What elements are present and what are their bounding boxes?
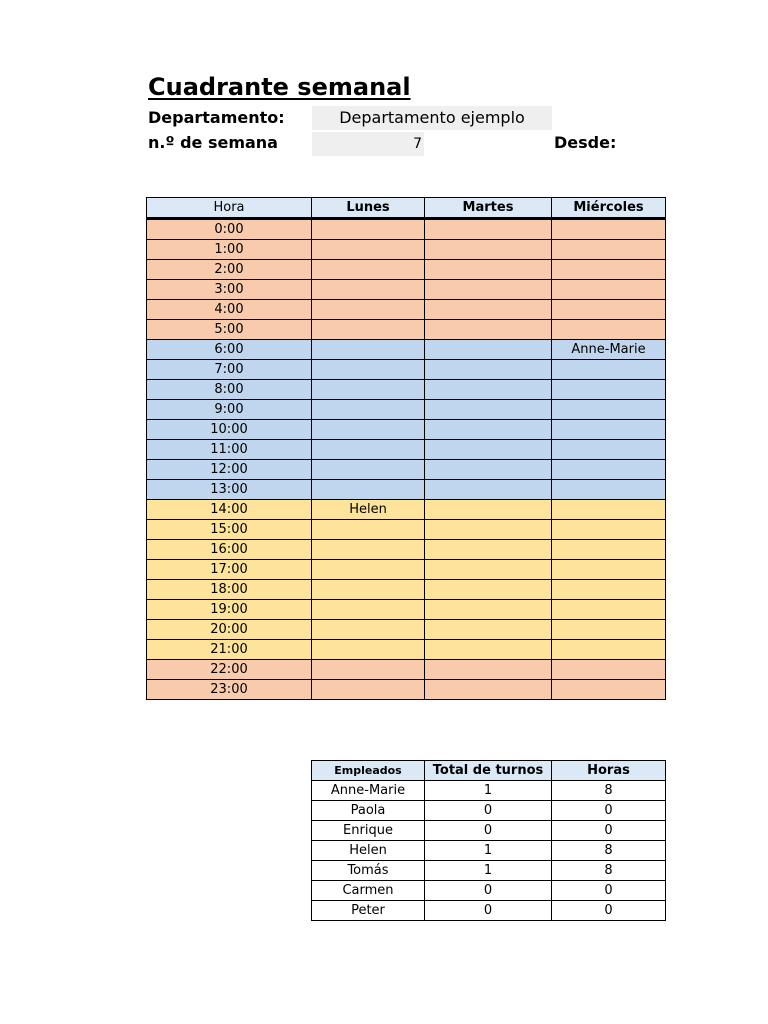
schedule-row — [147, 260, 666, 280]
shift-cell[interactable] — [552, 260, 666, 280]
shift-cell[interactable] — [425, 240, 552, 260]
shift-cell[interactable] — [552, 520, 666, 540]
hours-cell: 8 — [552, 781, 666, 801]
schedule-row — [147, 440, 666, 460]
total-shifts-cell: 1 — [425, 861, 552, 881]
shift-cell[interactable] — [552, 380, 666, 400]
schedule-row — [147, 420, 666, 440]
shift-cell[interactable] — [552, 500, 666, 520]
schedule-row — [147, 580, 666, 600]
schedule-row — [147, 520, 666, 540]
shift-cell[interactable]: Helen — [312, 500, 425, 520]
shift-cell[interactable] — [312, 380, 425, 400]
hour-cell: 21:00 — [147, 640, 312, 660]
schedule-row — [147, 300, 666, 320]
total-shifts-cell: 0 — [425, 881, 552, 901]
shift-cell[interactable] — [425, 580, 552, 600]
shift-cell[interactable] — [552, 680, 666, 700]
shift-cell[interactable] — [425, 500, 552, 520]
header-total-turnos: Total de turnos — [425, 761, 552, 781]
shift-cell[interactable] — [552, 620, 666, 640]
schedule-header-row — [147, 198, 666, 219]
schedule-row — [147, 620, 666, 640]
shift-cell[interactable] — [425, 640, 552, 660]
schedule-row — [147, 219, 666, 240]
summary-row — [312, 841, 666, 861]
employee-name-cell: Enrique — [312, 821, 425, 841]
employee-name-cell: Tomás — [312, 861, 425, 881]
shift-cell[interactable] — [552, 460, 666, 480]
schedule-row — [147, 240, 666, 260]
hour-cell: 9:00 — [147, 400, 312, 420]
shift-cell[interactable] — [552, 219, 666, 240]
hours-cell: 0 — [552, 881, 666, 901]
shift-cell[interactable] — [552, 480, 666, 500]
employee-summary-table — [311, 760, 666, 921]
shift-cell[interactable] — [425, 320, 552, 340]
shift-cell[interactable] — [552, 280, 666, 300]
shift-cell[interactable] — [312, 300, 425, 320]
hour-cell: 1:00 — [147, 240, 312, 260]
shift-cell[interactable] — [425, 540, 552, 560]
shift-cell[interactable] — [552, 240, 666, 260]
shift-cell[interactable] — [552, 600, 666, 620]
summary-row — [312, 861, 666, 881]
shift-cell[interactable] — [312, 660, 425, 680]
employee-name-cell: Paola — [312, 801, 425, 821]
schedule-row — [147, 560, 666, 580]
shift-cell[interactable] — [425, 380, 552, 400]
shift-cell[interactable] — [312, 260, 425, 280]
schedule-row — [147, 340, 666, 360]
employee-name-cell: Anne-Marie — [312, 781, 425, 801]
since-label: Desde: — [554, 133, 617, 152]
hour-cell: 15:00 — [147, 520, 312, 540]
hour-cell: 14:00 — [147, 500, 312, 520]
hour-cell: 11:00 — [147, 440, 312, 460]
hour-cell: 3:00 — [147, 280, 312, 300]
shift-cell[interactable] — [425, 219, 552, 240]
shift-cell[interactable] — [425, 340, 552, 360]
shift-cell[interactable] — [425, 280, 552, 300]
hour-cell: 6:00 — [147, 340, 312, 360]
hour-cell: 23:00 — [147, 680, 312, 700]
shift-cell[interactable] — [312, 640, 425, 660]
shift-cell[interactable] — [312, 620, 425, 640]
hours-cell: 0 — [552, 821, 666, 841]
schedule-row — [147, 460, 666, 480]
shift-cell[interactable] — [312, 600, 425, 620]
schedule-row — [147, 660, 666, 680]
shift-cell[interactable] — [425, 300, 552, 320]
summary-row — [312, 821, 666, 841]
hour-cell: 17:00 — [147, 560, 312, 580]
hour-cell: 4:00 — [147, 300, 312, 320]
shift-cell[interactable] — [552, 320, 666, 340]
header-lunes: Lunes — [312, 198, 425, 219]
employee-name-cell: Helen — [312, 841, 425, 861]
shift-cell[interactable] — [552, 420, 666, 440]
header-empleados: Empleados — [312, 761, 425, 781]
total-shifts-cell: 0 — [425, 901, 552, 921]
total-shifts-cell: 1 — [425, 841, 552, 861]
page-title: Cuadrante semanal — [148, 73, 411, 101]
shift-cell[interactable] — [552, 640, 666, 660]
shift-cell[interactable] — [425, 660, 552, 680]
hour-cell: 2:00 — [147, 260, 312, 280]
hour-cell: 7:00 — [147, 360, 312, 380]
schedule-row — [147, 540, 666, 560]
shift-cell[interactable] — [312, 540, 425, 560]
hour-cell: 12:00 — [147, 460, 312, 480]
shift-cell[interactable] — [425, 440, 552, 460]
shift-cell[interactable] — [552, 400, 666, 420]
shift-cell[interactable] — [425, 620, 552, 640]
hour-cell: 5:00 — [147, 320, 312, 340]
header-miercoles: Miércoles — [552, 198, 666, 219]
shift-cell[interactable] — [552, 540, 666, 560]
shift-cell[interactable] — [312, 560, 425, 580]
hours-cell: 8 — [552, 841, 666, 861]
shift-cell[interactable] — [312, 280, 425, 300]
hour-cell: 22:00 — [147, 660, 312, 680]
schedule-row — [147, 640, 666, 660]
hour-cell: 10:00 — [147, 420, 312, 440]
shift-cell[interactable] — [312, 440, 425, 460]
shift-cell[interactable] — [425, 520, 552, 540]
schedule-row — [147, 320, 666, 340]
shift-cell[interactable] — [312, 219, 425, 240]
schedule-table — [146, 197, 666, 700]
total-shifts-cell: 1 — [425, 781, 552, 801]
summary-row — [312, 801, 666, 821]
schedule-row — [147, 380, 666, 400]
shift-cell[interactable]: Anne-Marie — [552, 340, 666, 360]
shift-cell[interactable] — [552, 360, 666, 380]
schedule-row — [147, 600, 666, 620]
shift-cell[interactable] — [312, 320, 425, 340]
shift-cell[interactable] — [425, 360, 552, 380]
hours-cell: 8 — [552, 861, 666, 881]
hour-cell: 18:00 — [147, 580, 312, 600]
hour-cell: 20:00 — [147, 620, 312, 640]
summary-row — [312, 901, 666, 921]
shift-cell[interactable] — [425, 480, 552, 500]
shift-cell[interactable] — [312, 360, 425, 380]
hour-cell: 0:00 — [147, 219, 312, 240]
shift-cell[interactable] — [425, 460, 552, 480]
week-number-field[interactable]: 7 — [312, 132, 424, 156]
shift-cell[interactable] — [552, 300, 666, 320]
shift-cell[interactable] — [312, 420, 425, 440]
shift-cell[interactable] — [312, 340, 425, 360]
shift-cell[interactable] — [312, 240, 425, 260]
shift-cell[interactable] — [425, 680, 552, 700]
shift-cell[interactable] — [312, 480, 425, 500]
shift-cell[interactable] — [552, 560, 666, 580]
header-horas: Horas — [552, 761, 666, 781]
schedule-row — [147, 480, 666, 500]
employee-name-cell: Peter — [312, 901, 425, 921]
hours-cell: 0 — [552, 901, 666, 921]
shift-cell[interactable] — [552, 660, 666, 680]
total-shifts-cell: 0 — [425, 821, 552, 841]
department-field[interactable]: Departamento ejemplo — [312, 106, 552, 130]
hour-cell: 19:00 — [147, 600, 312, 620]
shift-cell[interactable] — [425, 600, 552, 620]
shift-cell[interactable] — [312, 680, 425, 700]
shift-cell[interactable] — [425, 260, 552, 280]
summary-header-row — [312, 761, 666, 781]
week-label: n.º de semana — [148, 133, 278, 152]
shift-cell[interactable] — [312, 520, 425, 540]
schedule-row — [147, 360, 666, 380]
employee-name-cell: Carmen — [312, 881, 425, 901]
schedule-row — [147, 400, 666, 420]
hour-cell: 16:00 — [147, 540, 312, 560]
shift-cell[interactable] — [552, 580, 666, 600]
schedule-row — [147, 680, 666, 700]
header-martes: Martes — [425, 198, 552, 219]
shift-cell[interactable] — [312, 460, 425, 480]
shift-cell[interactable] — [425, 420, 552, 440]
schedule-row — [147, 500, 666, 520]
hours-cell: 0 — [552, 801, 666, 821]
shift-cell[interactable] — [552, 440, 666, 460]
shift-cell[interactable] — [425, 560, 552, 580]
department-label: Departamento: — [148, 108, 285, 127]
schedule-row — [147, 280, 666, 300]
shift-cell[interactable] — [425, 400, 552, 420]
total-shifts-cell: 0 — [425, 801, 552, 821]
summary-row — [312, 881, 666, 901]
hour-cell: 13:00 — [147, 480, 312, 500]
shift-cell[interactable] — [312, 580, 425, 600]
shift-cell[interactable] — [312, 400, 425, 420]
summary-row — [312, 781, 666, 801]
header-hora: Hora — [147, 198, 312, 219]
hour-cell: 8:00 — [147, 380, 312, 400]
